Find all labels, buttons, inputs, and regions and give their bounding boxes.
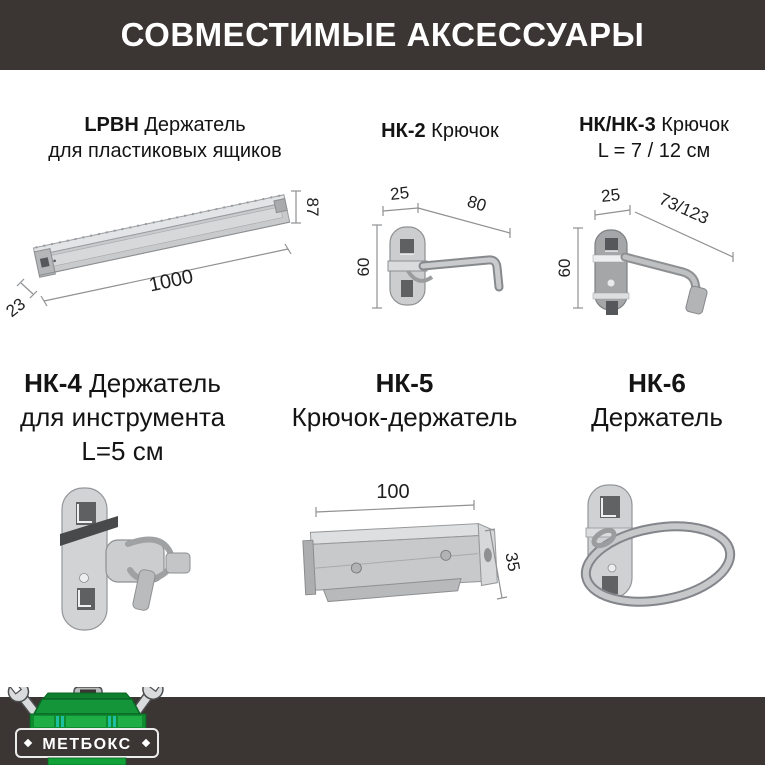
item-title-hk2 (335, 118, 545, 144)
hk2-hook-drawing (330, 175, 545, 340)
hk2-body (388, 227, 499, 305)
svg-text:60: 60 (555, 258, 574, 278)
toolbox-icon (30, 687, 146, 729)
svg-text:1000: 1000 (147, 265, 196, 297)
dimension-length-73-123 (635, 189, 733, 262)
header-bar (0, 0, 765, 70)
name-hk2: Крючок (431, 120, 499, 142)
svg-text:100: 100 (376, 481, 410, 503)
dimension-width-25 (595, 185, 630, 220)
hk6-body (580, 485, 736, 612)
item-title-lpbh (10, 112, 320, 164)
item-title-hk6 (552, 366, 762, 434)
dimension-length-100 (316, 481, 474, 517)
svg-text:73/123: 73/123 (656, 189, 712, 228)
item-title-hk3 (545, 112, 763, 164)
dimension-height-60 (555, 228, 583, 308)
dimension-height-87 (291, 191, 322, 223)
svg-text:87: 87 (303, 197, 322, 217)
model-lpbh: LPBH (84, 114, 139, 136)
svg-text:60: 60 (354, 257, 373, 277)
name-lpbh-line2: для пластиковых ящиков (48, 140, 282, 162)
dimension-width-25 (383, 183, 418, 216)
hk5-holder-drawing (260, 440, 550, 645)
dimension-depth-23 (2, 279, 37, 321)
brand-name: МЕТБОКС (42, 736, 132, 753)
name-hk6: Держатель (591, 402, 723, 432)
model-hk5: НК-5 (375, 368, 434, 398)
svg-text:23: 23 (2, 294, 29, 321)
hk5-body (302, 523, 497, 603)
hk6-holder-drawing (550, 440, 765, 645)
svg-text:25: 25 (389, 183, 411, 204)
name-hk4-line3: L=5 см (81, 436, 164, 466)
name-lpbh: Держатель (144, 114, 246, 136)
page-title: СОВМЕСТИМЫЕ АКСЕССУАРЫ (120, 16, 645, 53)
name-hk5: Крючок-держатель (291, 402, 518, 432)
item-title-hk5 (262, 366, 547, 434)
hk3-body (593, 230, 708, 315)
hk4-holder-drawing (0, 440, 260, 645)
name-hk3: Крючок (661, 114, 729, 136)
model-hk6: НК-6 (628, 368, 686, 398)
brand-badge (16, 729, 158, 765)
name-hk3-line2: L = 7 / 12 см (597, 140, 711, 162)
dimension-length-80 (418, 192, 510, 238)
name-hk4: Держатель (89, 368, 221, 398)
svg-text:80: 80 (464, 191, 489, 216)
hk3-hook-drawing (545, 175, 765, 340)
model-hk2: НК-2 (381, 120, 426, 142)
rail-body (33, 195, 290, 278)
svg-text:25: 25 (600, 185, 622, 206)
lpbh-rail-drawing (0, 175, 330, 340)
name-hk4-line2: для инструмента (19, 402, 226, 432)
svg-text:35: 35 (501, 550, 524, 573)
model-hk3: НК/НК-3 (579, 114, 656, 136)
model-hk4: НК-4 (24, 368, 82, 398)
metbox-logo (6, 687, 168, 765)
hk4-body (60, 488, 190, 630)
dimension-height-60 (354, 225, 382, 308)
